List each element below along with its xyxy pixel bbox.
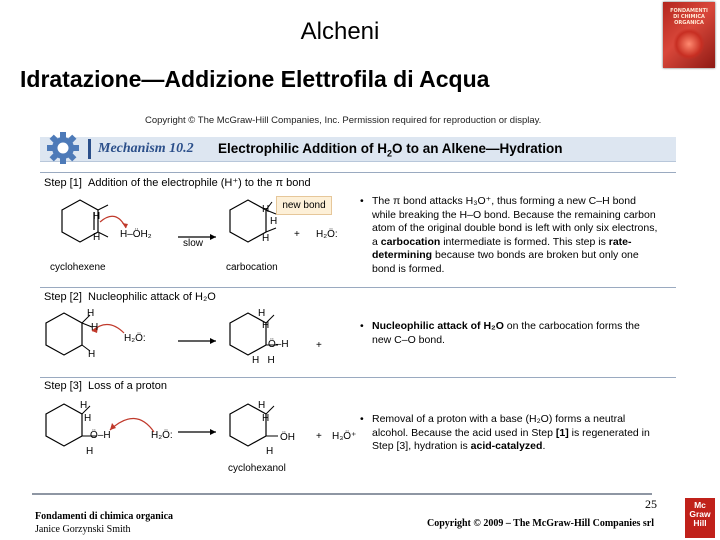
flower-image [673,28,705,60]
footer-book-title: Fondamenti di chimica organica [35,511,174,522]
hydrogen-label: H [262,413,270,424]
hydrogen-label: H [258,308,266,319]
step-divider [40,172,676,173]
hydrogen-label: H [93,211,101,222]
oxonium-label: Ö–H [90,430,111,441]
bullet-dot: • [360,320,364,332]
hydrogen-label: H [266,446,274,457]
step-2-explanation: • Nucleophilic attack of H₂O on the carbocation forms the new C–O bond. [360,320,640,346]
hydrogen-label: H [262,233,270,244]
hydrogen-label: H H [252,355,275,366]
step-1-explanation: • The π bond attacks H₃O⁺, thus forming a new C–H bond while breaking the H–O bond. Because the remaining carbon atom of the original double bond is left with only six electrons, a carbocation intermediate is formed. This step is rate-determining because two bonds are broken but only one bond is formed. [360,195,658,275]
step-1-byproduct: H₂Ö: [316,229,338,240]
step-3-heading: Step [3] Loss of a proton [44,380,167,392]
gear-icon [45,130,81,166]
footer-author: Janice Gorzynski Smith [35,524,131,535]
book-cover-image [663,2,715,68]
step-1-reagent: H–ÖH₂ [120,229,152,240]
publisher-logo: Mc Graw Hill [685,498,715,538]
footer-divider [32,493,652,495]
step-divider [40,377,676,378]
product-name: cyclohexanol [228,463,286,474]
plus-sign: + [316,431,322,442]
mechanism-label: Mechanism 10.2 [98,141,194,156]
hydrogen-label: H [84,413,92,424]
hydrogen-label: H [270,216,278,227]
step-1-heading: Step [1] Addition of the electrophile (H⁺) to the π bond [44,177,311,189]
hydrogen-label: H [86,446,94,457]
step-1-arrow-label: slow [183,238,204,249]
mechanism-separator [88,139,91,159]
step-3-explanation: • Removal of a proton with a base (H₂O) forms a neutral alcohol. Because the acid used in Step [1] is regenerated in Step [3], hydration is acid-catalyzed. [360,413,650,452]
step-2-heading: Step [2] Nucleophilic attack of H₂O [44,291,216,303]
book-cover-title: FONDAMENTI DI CHIMICA ORGANICA [670,8,708,26]
hydrogen-label: H [262,204,270,215]
plus-sign: + [294,229,300,240]
step-3-reagent: H₂Ö: [151,430,173,441]
bullet-dot: • [360,413,364,425]
mechanism-title: Electrophilic Addition of $H_2O$ to an Alkene—Hydration [218,141,563,159]
plus-sign: + [316,340,322,351]
intermediate-name: carbocation [226,262,278,273]
hydrogen-label: H [262,320,270,331]
slide-subtitle: Idratazione—Addizione Elettrofila di Acqua [20,66,490,92]
figure-copyright: Copyright © The McGraw-Hill Companies, Inc. Permission required for reproduction or display. [145,115,542,126]
footer-copyright: Copyright © 2009 – The McGraw-Hill Companies srl [427,518,655,529]
step-2-reagent: H₂Ö: [124,333,146,344]
hydrogen-label: H [87,308,95,319]
hydrogen-label: H [88,349,96,360]
oxonium-label: Ö–H [268,339,289,350]
bullet-dot: • [360,195,364,207]
step-3-byproduct: H₃Ö⁺ [332,431,357,442]
hydrogen-label: H [258,400,266,411]
reactant-name: cyclohexene [50,262,106,273]
hydrogen-label: H [91,322,99,333]
new-bond-callout: new bond [276,196,332,215]
step-divider [40,287,676,288]
hydrogen-label: H [93,232,101,243]
hydroxyl-label: ÖH [280,432,295,443]
page-number: 25 [645,497,657,511]
slide-title: Alcheni [300,18,380,45]
hydrogen-label: H [80,400,88,411]
